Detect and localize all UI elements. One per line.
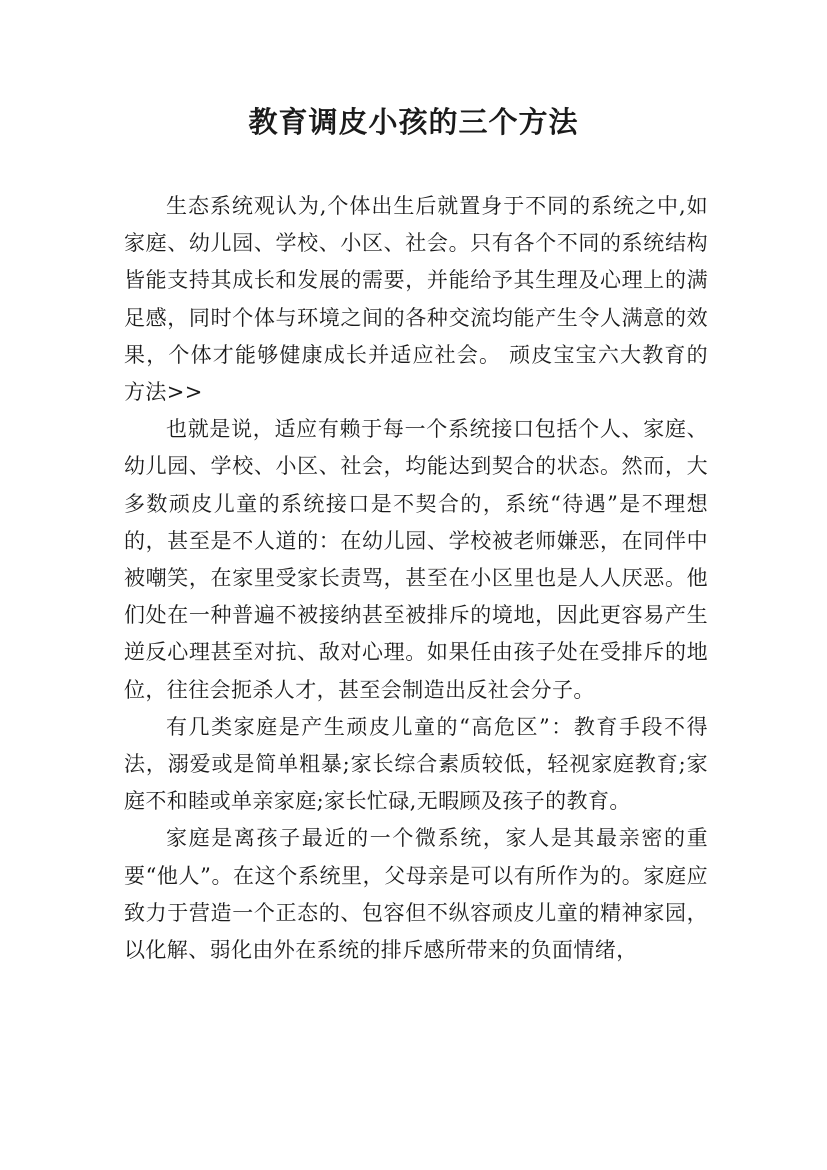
paragraph: 也就是说，适应有赖于每一个系统接口包括个人、家庭、幼儿园、学校、小区、社会，均能达到契合的状态。然而，大多数顽皮儿童的系统接口是不契合的，系统“待遇”是不理想的，甚至是不人道的：在幼儿园、学校被老师嫌恶，在同伴中被嘲笑，在家里受家长责骂，甚至在小区里也是人人厌恶。他们处在一种普遍不被接纳甚至被排斥的境地，因此更容易产生逆反心理甚至对抗、敌对心理。如果任由孩子处在受排斥的地位，往往会扼杀人才，甚至会制造出反社会分子。 — [124, 417, 708, 702]
paragraph: 家庭是离孩子最近的一个微系统，家人是其最亲密的重要“他人”。在这个系统里，父母亲是可以有所作为的。家庭应致力于营造一个正态的、包容但不纵容顽皮儿童的精神家园，以化解、弱化由外在系统的排斥感所带来的负面情绪， — [124, 826, 708, 963]
paragraph: 生态系统观认为,个体出生后就置身于不同的系统之中,如家庭、幼儿园、学校、小区、社会。只有各个不同的系统结构皆能支持其成长和发展的需要，并能给予其生理及心理上的满足感，同时个体与环境之间的各种交流均能产生令人满意的效果，个体才能够健康成长并适应社会。 顽皮宝宝六大教育的方法>> — [124, 194, 708, 405]
document-title: 教育调皮小孩的三个方法 — [248, 105, 579, 139]
document-body — [124, 188, 708, 969]
paragraph: 有几类家庭是产生顽皮儿童的“高危区”：教育手段不得法，溺爱或是简单粗暴;家长综合素质较低，轻视家庭教育;家庭不和睦或单亲家庭;家长忙碌,无暇顾及孩子的教育。 — [124, 714, 708, 814]
